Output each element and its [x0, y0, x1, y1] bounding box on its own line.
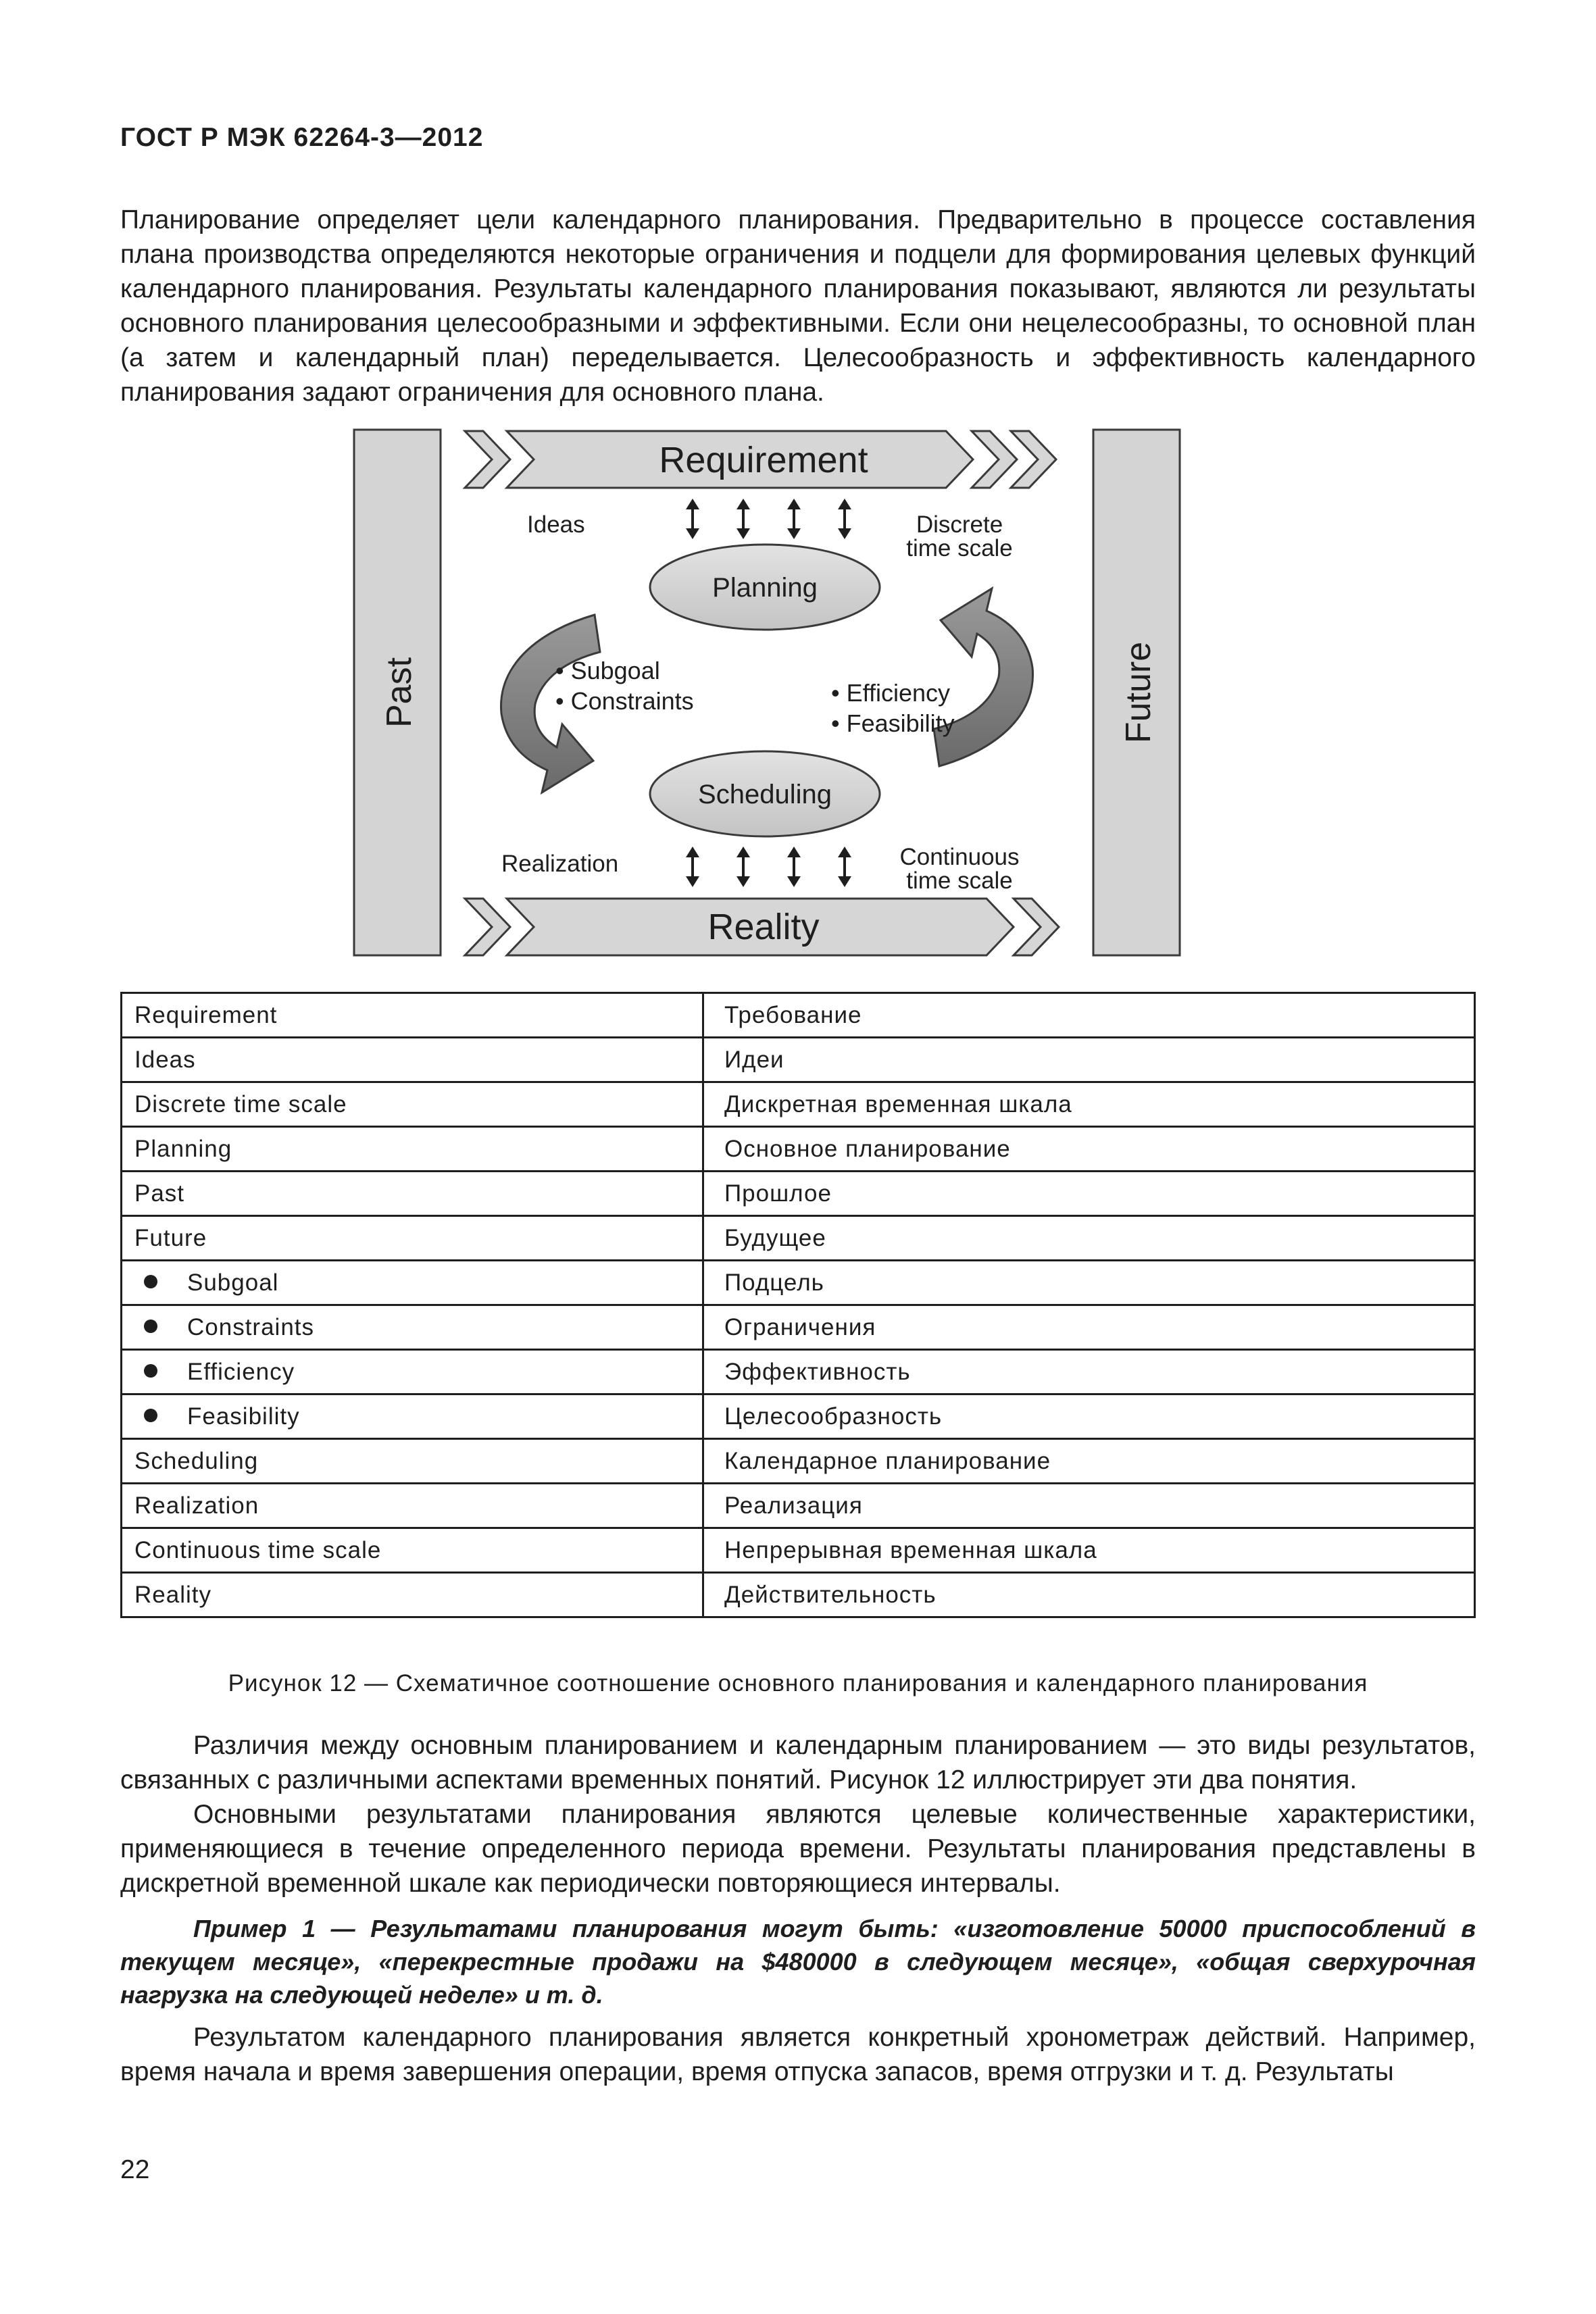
requirement-label: Requirement — [659, 440, 868, 480]
document-header: ГОСТ Р МЭК 62264-3—2012 — [120, 123, 484, 152]
bullet-icon — [144, 1409, 157, 1422]
constraints-label: • Constraints — [555, 687, 694, 715]
requirement-right-chevron-1 — [972, 431, 1017, 488]
term-en: Discrete time scale — [122, 1082, 703, 1127]
table-row — [122, 1127, 1475, 1172]
right-curved-arrow-icon — [934, 588, 1033, 766]
term-en: Ideas — [122, 1038, 703, 1082]
intro-paragraph: Планирование определяет цели календарного планирования. Предварительно в процессе составления плана производства определяются некоторые ограничения и подцели для формирования целевых функций календарного планирования. Результаты календарного планирования показывают, являются ли результаты основного планирования целесообразными и эффективными. Если они нецелесообразны, то основной план (а затем и календарный план) переделывается. Целесообразность и эффективность календарного планирования задают ограничения для основного плана. — [120, 205, 1476, 407]
term-ru: Подцель — [703, 1261, 1475, 1305]
bullet-icon — [144, 1319, 157, 1333]
term-en-bulleted — [122, 1394, 703, 1439]
term-ru: Прошлое — [703, 1172, 1475, 1216]
term-en: Subgoal — [187, 1269, 279, 1296]
scheduling-label: Scheduling — [698, 780, 832, 809]
term-ru: Действительность — [703, 1573, 1475, 1617]
term-ru: Непрерывная временная шкала — [703, 1528, 1475, 1573]
table-row — [122, 1305, 1475, 1350]
discrete-label-line2: time scale — [906, 535, 1013, 561]
continuous-label-line1: Continuous — [899, 844, 1020, 870]
term-ru: Идеи — [703, 1038, 1475, 1082]
paragraph-scheduling: Результатом календарного планирования является конкретный хронометраж действий. Например, время начала и время завершения операции, время отпуска запасов, время отгрузки и т. д. Результаты — [120, 2023, 1476, 2086]
term-ru: Реализация — [703, 1484, 1475, 1528]
glossary-table — [120, 992, 1476, 1618]
table-row — [122, 1350, 1475, 1394]
term-en-bulleted — [122, 1261, 703, 1305]
term-ru: Целесообразность — [703, 1394, 1475, 1439]
term-ru: Ограничения — [703, 1305, 1475, 1350]
requirement-left-chevron — [465, 431, 510, 488]
double-arrow-icon — [686, 499, 699, 539]
term-en: Continuous time scale — [122, 1528, 703, 1573]
reality-right-chevron — [1014, 899, 1059, 955]
planning-label: Planning — [712, 573, 818, 603]
table-row — [122, 1216, 1475, 1261]
reality-label: Reality — [707, 907, 820, 947]
double-arrow-icon — [838, 499, 851, 539]
table-row — [122, 1484, 1475, 1528]
figure-caption: Рисунок 12 — Схематичное соотношение основного планирования и календарного планирования — [228, 1670, 1368, 1696]
future-label: Future — [1119, 641, 1158, 744]
planning-scheduling-diagram — [345, 424, 1189, 965]
term-en: Planning — [122, 1127, 703, 1172]
table-row — [122, 1394, 1475, 1439]
feasibility-label: • Feasibility — [831, 709, 955, 737]
term-en: Past — [122, 1172, 703, 1216]
reality-left-chevron — [465, 899, 510, 955]
subgoal-label: • Subgoal — [555, 657, 660, 684]
bullet-icon — [144, 1364, 157, 1378]
bullet-icon — [144, 1275, 157, 1288]
term-en: Reality — [122, 1573, 703, 1617]
table-row — [122, 1038, 1475, 1082]
term-en: Scheduling — [122, 1439, 703, 1484]
continuous-label-line2: time scale — [906, 867, 1013, 894]
term-en: Feasibility — [187, 1403, 300, 1430]
term-en-bulleted — [122, 1305, 703, 1350]
table-row — [122, 1528, 1475, 1573]
page-number: 22 — [120, 2155, 150, 2184]
table-row — [122, 1261, 1475, 1305]
table-row — [122, 1573, 1475, 1617]
realization-label: Realization — [501, 851, 619, 877]
double-arrow-icon — [787, 847, 801, 887]
table-row — [122, 1172, 1475, 1216]
term-en: Requirement — [122, 993, 703, 1038]
table-row — [122, 993, 1475, 1038]
term-en: Future — [122, 1216, 703, 1261]
discrete-label-line1: Discrete — [916, 511, 1003, 538]
term-en: Constraints — [187, 1313, 315, 1340]
efficiency-label: • Efficiency — [831, 679, 951, 707]
term-ru: Требование — [703, 993, 1475, 1038]
example-1: Пример 1 — Результатами планирования могут быть: «изготовление 50000 приспособлений в текущем месяце», «перекрестные продажи на $480000 в следующем месяце», «общая сверхурочная нагрузка на следующей неделе» и т. д. — [120, 1915, 1476, 2009]
term-en: Efficiency — [187, 1358, 295, 1385]
double-arrow-icon — [787, 499, 801, 539]
term-ru: Основное планирование — [703, 1127, 1475, 1172]
double-arrow-icon — [838, 847, 851, 887]
term-ru: Эффективность — [703, 1350, 1475, 1394]
double-arrow-icon — [737, 499, 750, 539]
term-ru: Дискретная временная шкала — [703, 1082, 1475, 1127]
ideas-label: Ideas — [527, 511, 585, 538]
table-row — [122, 1082, 1475, 1127]
paragraph-differences: Различия между основным планированием и календарным планированием — это виды результатов, связанных с различными аспектами временных понятий. Рисунок 12 иллюстрирует эти два понятия. — [120, 1731, 1476, 1794]
past-label: Past — [380, 657, 419, 728]
term-ru: Будущее — [703, 1216, 1475, 1261]
paragraph-results: Основными результатами планирования являются целевые количественные характеристики, применяющиеся в течение определенного периода времени. Результаты планирования представлены в дискретной временной шкале как периодически повторяющиеся интервалы. — [120, 1800, 1476, 1898]
double-arrow-icon — [686, 847, 699, 887]
table-row — [122, 1439, 1475, 1484]
double-arrow-icon — [737, 847, 750, 887]
term-en: Realization — [122, 1484, 703, 1528]
term-ru: Календарное планирование — [703, 1439, 1475, 1484]
term-en-bulleted — [122, 1350, 703, 1394]
